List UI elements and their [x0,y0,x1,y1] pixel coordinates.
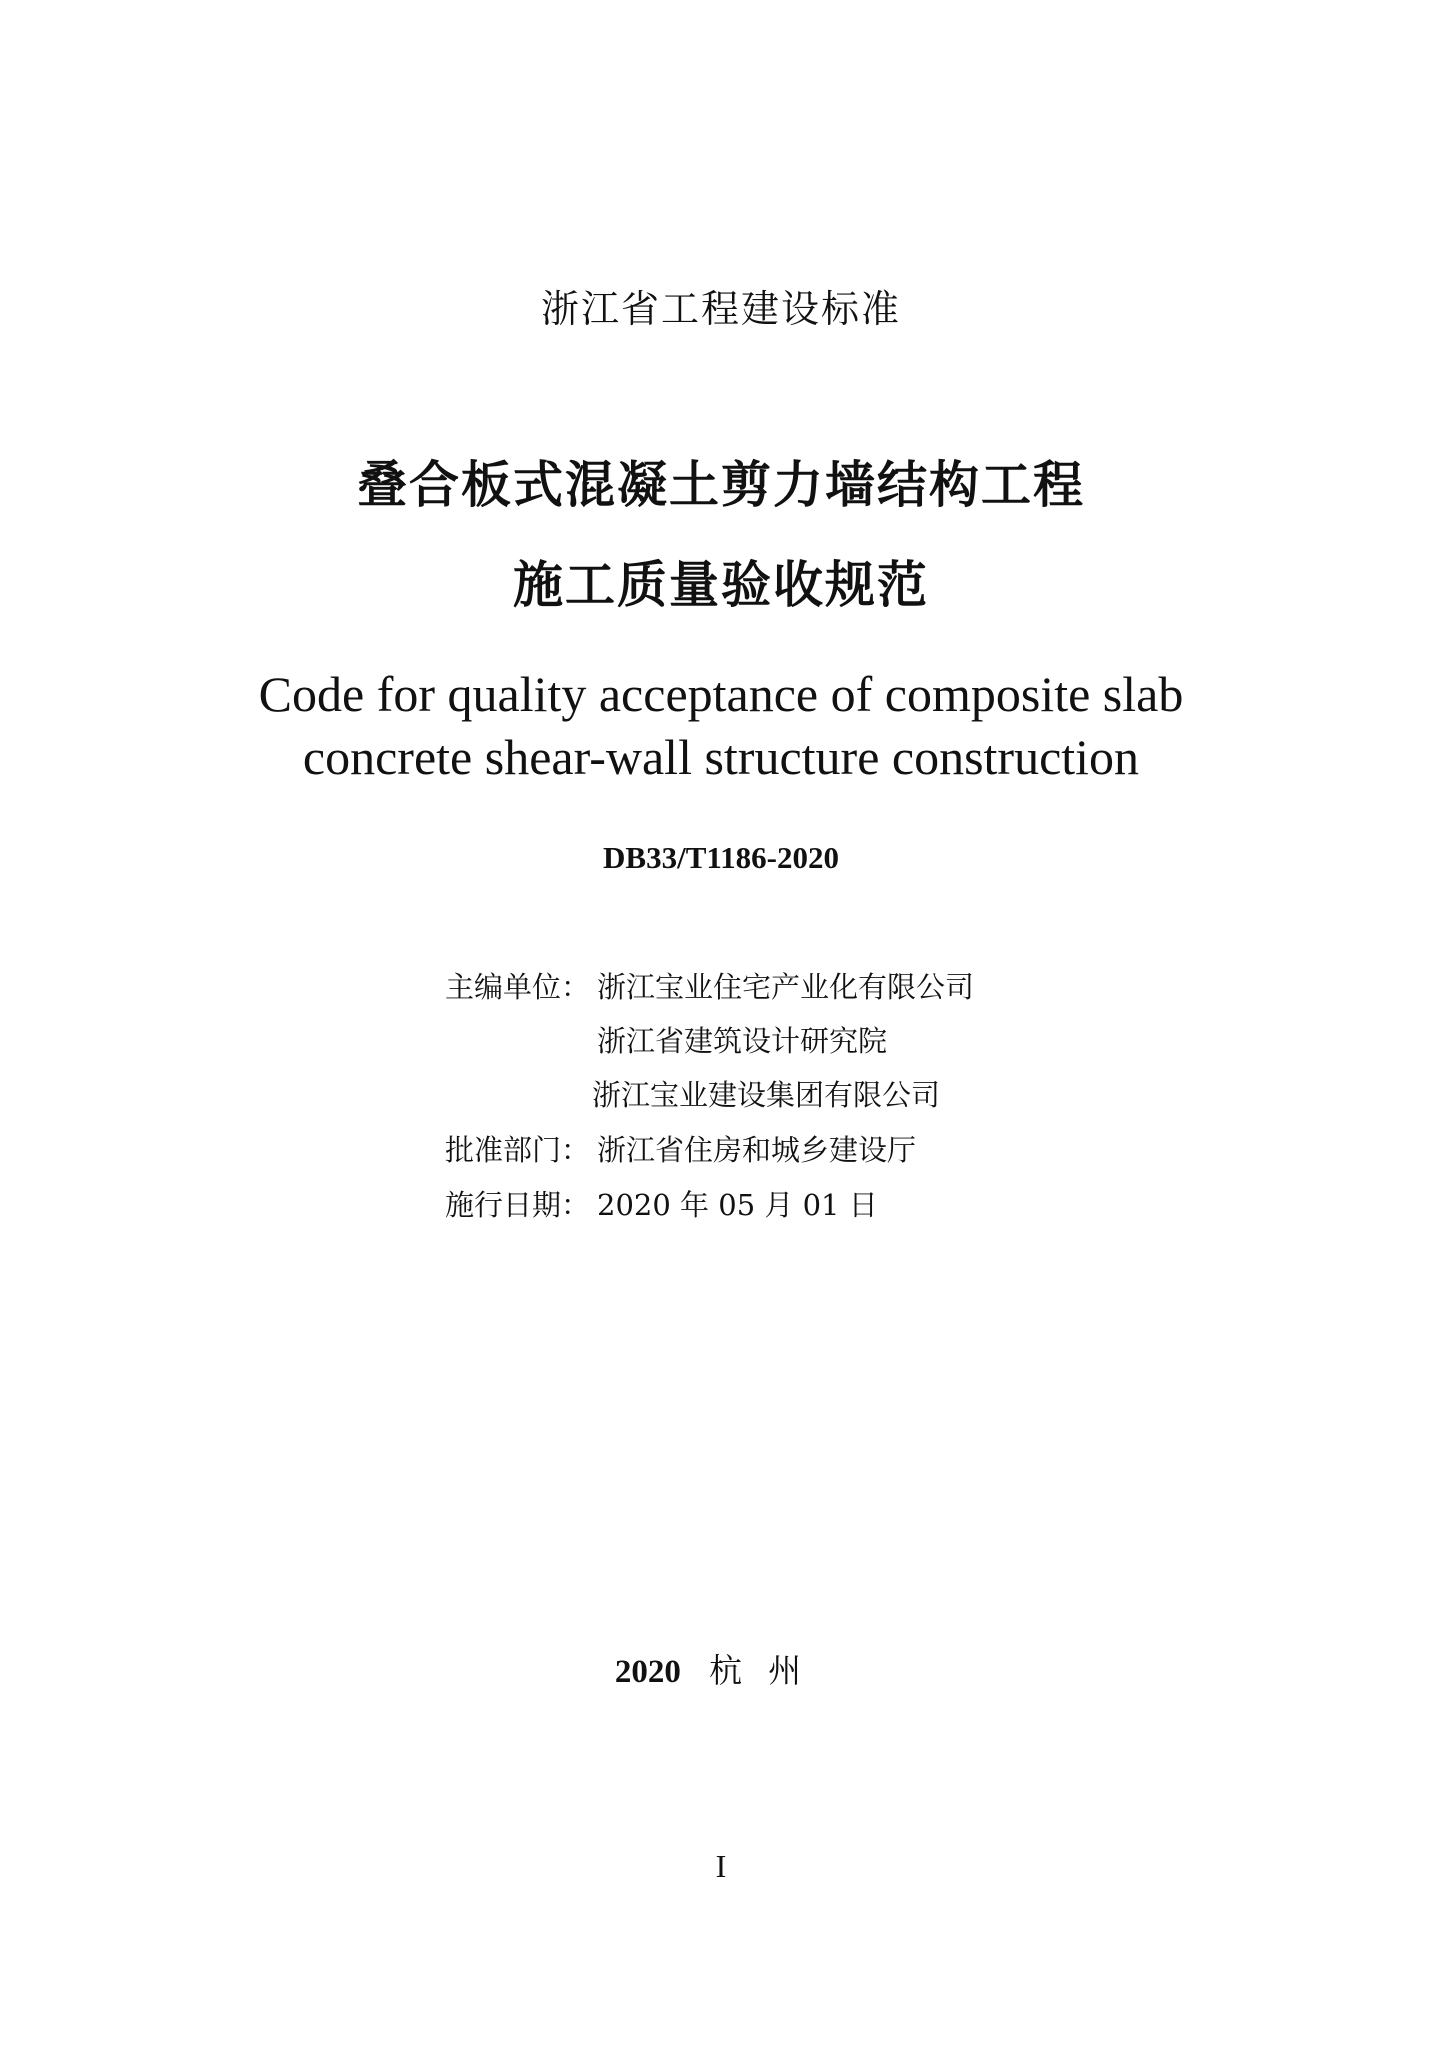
english-title-line-1: Code for quality acceptance of composite slab [258,666,1184,722]
approval-value: 浙江省住房和城乡建设厅 [597,1133,917,1167]
chief-editor-1: 浙江宝业住宅产业化有限公司 [597,970,975,1004]
publication-city: 杭州 [709,1651,828,1690]
effective-date-label: 施行日期： [445,1188,591,1222]
chief-editor-2: 浙江省建筑设计研究院 [597,1024,888,1058]
chief-editor-row [445,965,974,1006]
standard-code: DB33/T1186-2020 [603,840,839,875]
chief-editor-3: 浙江宝业建设集团有限公司 [592,1078,941,1112]
standard-series-title: 浙江省工程建设标准 [540,287,901,331]
publication-footer [0,1645,1442,1692]
effective-date-value: 2020 年 05 月 01 日 [597,1188,878,1222]
approval-label: 批准部门： [445,1133,591,1167]
effective-date-row [445,1183,878,1224]
english-title-line-2: concrete shear-wall structure construction [302,729,1140,785]
chinese-title-line-1: 叠合板式混凝土剪力墙结构工程 [357,456,1085,514]
page-number: I [715,1848,727,1884]
chief-editor-label: 主编单位： [445,970,591,1004]
chief-editor-row-3 [592,1073,940,1114]
chief-editor-row-2 [597,1019,887,1060]
publication-year: 2020 [614,1654,681,1690]
approval-row [445,1128,916,1169]
chinese-title-line-2: 施工质量验收规范 [513,556,929,614]
